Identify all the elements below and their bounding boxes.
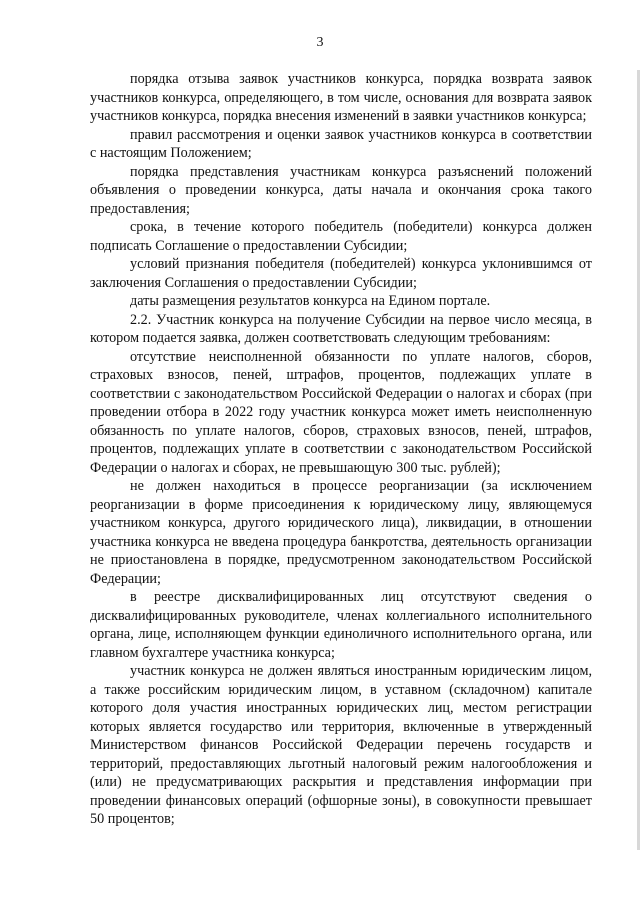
paragraph-section-2-2: 2.2. Участник конкурса на получение Субсидии на первое число месяца, в котором подается заявка, должен соответствовать следующим требованиям: [90, 311, 592, 346]
paragraph-reorganization: не должен находиться в процессе реорганизации (за исключением реорганизации в форме присоединения к юридическому лицу, являющемуся участником конкурса, другого юридического лица), ликвидации, в отношении участника конкурса не введена процедура банкротства, деятельность организации не приостановлена в порядке, предусмотренном законодательством Российской Федерации; [90, 478, 592, 587]
page-number: 3 [316, 35, 324, 50]
paragraph-withdrawal-order: порядка отзыва заявок участников конкурса, порядка возврата заявок участников конкурса, определяющего, в том числе, основания для возврата заявок участников конкурса, порядка внесения изменений в заявки участников конкурса; [90, 71, 592, 124]
paragraph-tax-obligations: отсутствие неисполненной обязанности по уплате налогов, сборов, страховых взносов, пеней, штрафов, процентов, подлежащих уплате в соответствии с законодательством Российской Федерации о налогах и сборах (при проведении отбора в 2022 году участник конкурса может иметь неисполненную обязанность по уплате налогов, сборов, страховых взносов, пеней, штрафов, процентов, подлежащих уплате в соответствии с законодательством Российской Федерации о налогах и сборах, не превышающую 300 тыс. рублей); [90, 348, 592, 476]
paragraph-disqualified-registry: в реестре дисквалифицированных лиц отсутствуют сведения о дисквалифицированных руководителе, членах коллегиального исполнительного органа, лице, исполняющем функции единоличного исполнительного органа, или главном бухгалтере участника конкурса; [90, 589, 592, 661]
paragraph-signing-term: срока, в течение которого победитель (победители) конкурса должен подписать Соглашение о предоставлении Субсидии; [90, 219, 592, 254]
document-body [90, 70, 592, 829]
paragraph-clarifications: порядка представления участникам конкурса разъяснений положений объявления о проведении конкурса, даты начала и окончания срока такого предоставления; [90, 163, 592, 217]
paragraph-review-rules: правил рассмотрения и оценки заявок участников конкурса в соответствии с настоящим Положением; [90, 126, 592, 161]
paragraph-foreign-entity: участник конкурса не должен являться иностранным юридическим лицом, а также российским юридическим лицом, в уставном (складочном) капитале которого доля участия иностранных юридических лиц, местом регистрации которых является государство или территория, включенные в утвержденный Министерством финансов Российской Федерации перечень государств и территорий, предоставляющих льготный налоговый режим налогообложения и (или) не предусматривающих раскрытия и представления информации при проведении финансовых операций (офшорные зоны), в совокупности превышает 50 процентов; [90, 663, 592, 827]
paragraph-results-date: даты размещения результатов конкурса на Едином портале. [130, 293, 491, 309]
paragraph-evasion-conditions: условий признания победителя (победителей) конкурса уклонившимся от заключения Соглашения о предоставлении Субсидии; [90, 256, 592, 291]
